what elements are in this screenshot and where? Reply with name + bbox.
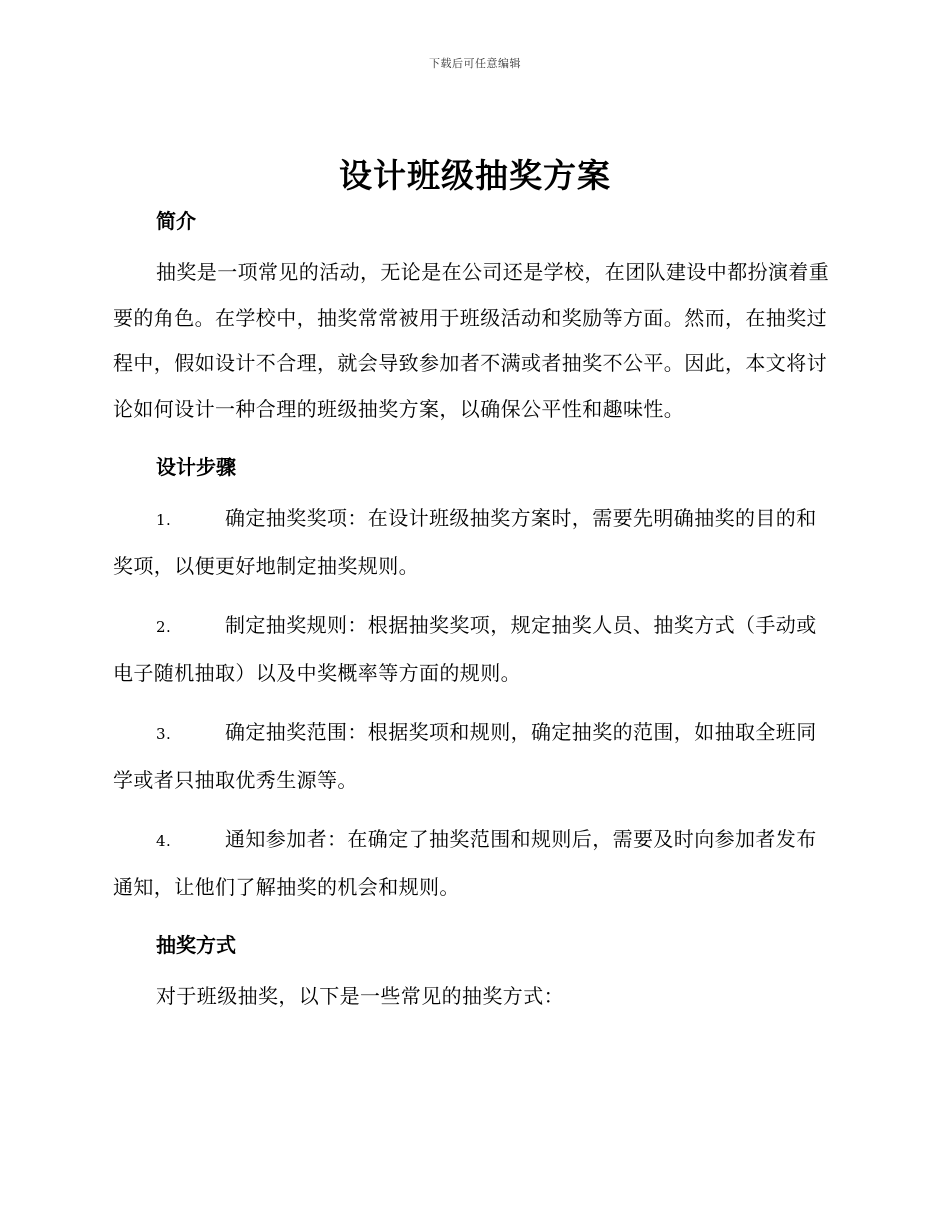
- list-item-number: 1.: [156, 511, 172, 529]
- list-item-text: 通知参加者：在确定了抽奖范围和规则后，需要及时向参加者发布通知，让他们了解抽奖的机会和规则。: [113, 827, 817, 899]
- list-item-text: 制定抽奖规则：根据抽奖奖项，规定抽奖人员、抽奖方式（手动或电子随机抽取）以及中奖概率等方面的规则。: [113, 613, 817, 685]
- list-item-number: 2.: [156, 618, 172, 636]
- list-item-text: 确定抽奖奖项：在设计班级抽奖方案时，需要先明确抽奖的目的和奖项，以便更好地制定抽奖规则。: [113, 506, 817, 578]
- list-item-number: 3.: [156, 725, 172, 743]
- section-heading-methods: 抽奖方式: [156, 933, 236, 957]
- list-item-number: 4.: [156, 832, 172, 850]
- list-item-text: 确定抽奖范围：根据奖项和规则，确定抽奖的范围，如抽取全班同学或者只抽取优秀生源等。: [113, 720, 817, 792]
- methods-paragraph: 对于班级抽奖，以下是一些常见的抽奖方式：: [156, 984, 564, 1008]
- list-item: [113, 710, 835, 803]
- document-title: 设计班级抽奖方案: [339, 156, 611, 195]
- document-body: [113, 200, 835, 1020]
- section-heading-intro: 简介: [156, 209, 196, 233]
- list-item: [113, 496, 835, 589]
- page-header: 下载后可任意编辑: [429, 57, 521, 70]
- intro-paragraph: 抽奖是一项常见的活动，无论是在公司还是学校，在团队建设中都扮演着重要的角色。在学校中，抽奖常常被用于班级活动和奖励等方面。然而，在抽奖过程中，假如设计不合理，就会导致参加者不满或者抽奖不公平。因此，本文将讨论如何设计一种合理的班级抽奖方案，以确保公平性和趣味性。: [113, 260, 830, 421]
- list-item: [113, 603, 835, 696]
- section-heading-steps: 设计步骤: [156, 455, 236, 479]
- list-item: [113, 817, 835, 910]
